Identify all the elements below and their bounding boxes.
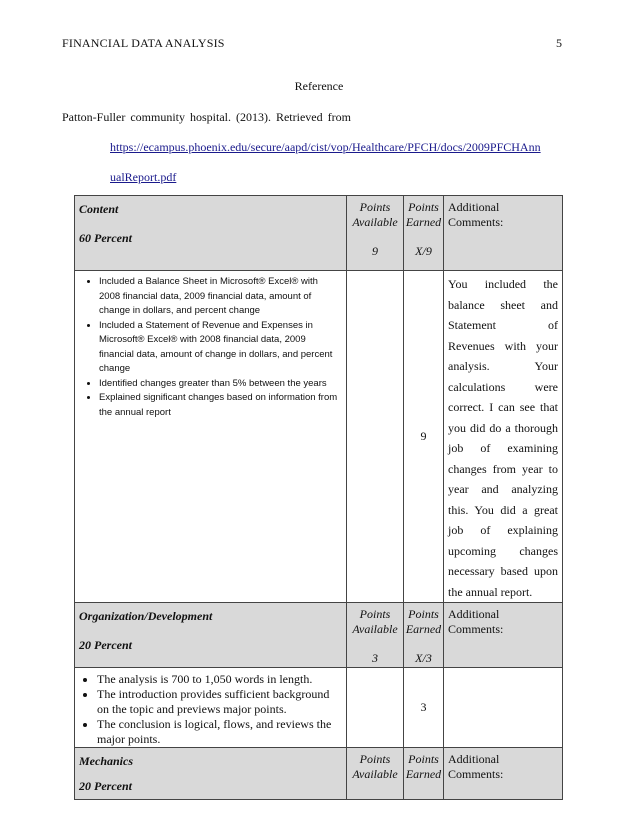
reference-citation: Patton-Fuller community hospital. (2013). Retrieved from	[62, 110, 351, 124]
content-criteria-list	[75, 275, 346, 420]
points-earned-value: X/9	[415, 244, 432, 258]
organization-points-available-cell	[347, 603, 404, 668]
organization-score: 3	[420, 700, 427, 714]
content-points-available-cell	[347, 196, 404, 271]
content-header-row	[75, 196, 563, 271]
mechanics-points-available-cell	[347, 748, 404, 800]
criterion-item: • Identified changes greater than 5% between the years	[99, 377, 340, 392]
grading-rubric-table	[74, 195, 563, 800]
criterion-item: • The conclusion is logical, flows, and reviews the major points.	[97, 717, 342, 747]
points-earned-value: X/3	[415, 651, 432, 665]
organization-section-cell	[75, 603, 347, 668]
content-title: Content	[79, 202, 119, 216]
mechanics-percent: 20 Percent	[79, 779, 132, 793]
reference-url-line-2[interactable]: ualReport.pdf	[110, 170, 177, 184]
organization-additional-cell	[444, 603, 563, 668]
criterion-item: • The analysis is 700 to 1,050 words in length.	[97, 672, 342, 687]
points-available-label: Points Available	[352, 752, 398, 781]
reference-heading: Reference	[294, 79, 344, 93]
organization-empty-cell	[347, 668, 404, 748]
additional-comments-label: Additional Comments:	[448, 200, 504, 229]
content-criteria-cell	[75, 271, 347, 603]
content-empty-cell	[347, 271, 404, 603]
mechanics-header-row	[75, 748, 563, 800]
organization-title: Organization/Development	[79, 609, 213, 623]
points-available-value: 3	[372, 651, 378, 665]
points-earned-label: Points Earned	[405, 200, 442, 229]
content-score-cell	[404, 271, 444, 603]
points-available-label: Points Available	[352, 200, 398, 229]
organization-body-row	[75, 668, 563, 748]
points-available-value: 9	[372, 244, 378, 258]
organization-points-earned-cell	[404, 603, 444, 668]
mechanics-title: Mechanics	[79, 754, 133, 768]
content-comment-cell	[444, 271, 563, 603]
organization-score-cell	[404, 668, 444, 748]
content-additional-cell	[444, 196, 563, 271]
content-percent: 60 Percent	[79, 231, 132, 245]
page-number: 5	[556, 36, 562, 50]
mechanics-additional-cell	[444, 748, 563, 800]
running-header: FINANCIAL DATA ANALYSIS	[62, 36, 225, 50]
points-earned-label: Points Earned	[405, 752, 442, 781]
points-earned-label: Points Earned	[405, 607, 442, 636]
criterion-item: • Included a Balance Sheet in Microsoft® Excel® with 2008 financial data, 2009 financial data, amount of change in dollars, and percent change	[99, 275, 340, 319]
reference-url-line-1[interactable]: https://ecampus.phoenix.edu/secure/aapd/cist/vop/Healthcare/PFCH/docs/2009PFCHAnn	[110, 140, 541, 154]
instructor-comment: You included the balance sheet and Statement of Revenues with your analysis. Your calculations were correct. I can see that you did do a thorough job of examining changes from year to year and analyzing this. You did a great job of explaining upcoming changes necessary based upon the annual report.	[448, 277, 558, 599]
additional-comments-label: Additional Comments:	[448, 607, 504, 636]
organization-criteria-list	[75, 672, 346, 747]
content-section-cell	[75, 196, 347, 271]
mechanics-points-earned-cell	[404, 748, 444, 800]
organization-percent: 20 Percent	[79, 638, 132, 652]
criterion-item: • Included a Statement of Revenue and Expenses in Microsoft® Excel® with 2008 financial data, 2009 financial data, amount of change in dollars, and percent change	[99, 319, 340, 377]
organization-criteria-cell	[75, 668, 347, 748]
organization-comment-cell	[444, 668, 563, 748]
points-available-label: Points Available	[352, 607, 398, 636]
criterion-item: • Explained significant changes based on information from the annual report	[99, 391, 340, 420]
additional-comments-label: Additional Comments:	[448, 752, 504, 781]
organization-header-row	[75, 603, 563, 668]
content-points-earned-cell	[404, 196, 444, 271]
content-score: 9	[420, 429, 427, 443]
criterion-item: • The introduction provides sufficient background on the topic and previews major points.	[97, 687, 342, 717]
mechanics-section-cell	[75, 748, 347, 800]
content-body-row	[75, 271, 563, 603]
